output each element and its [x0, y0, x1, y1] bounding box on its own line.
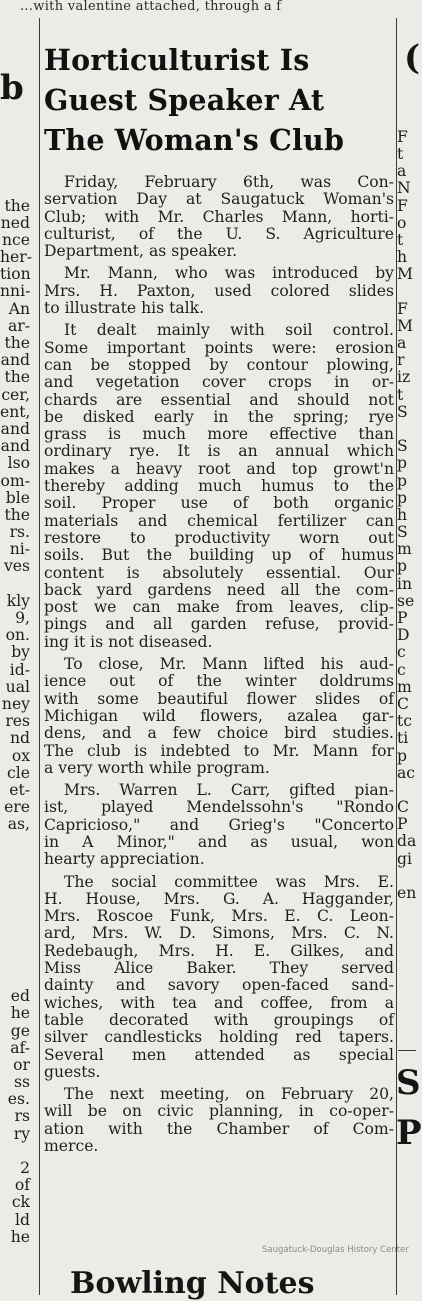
article-headline: [44, 40, 394, 160]
column-fragment-line: or: [13, 1055, 30, 1074]
article-line: a very worth while program.: [44, 758, 270, 777]
column-fragment-line: ent,: [0, 402, 31, 421]
column-fragment-line: c: [397, 643, 406, 662]
article-line: To close, Mr. Mann lifted his aud-: [64, 655, 394, 674]
column-fragment-line: he: [10, 1227, 30, 1246]
article-line: H. House, Mrs. G. A. Haggander,: [44, 889, 394, 908]
article-line: dainty and savory open-faced sand-: [44, 976, 394, 995]
column-fragment-line: P: [397, 815, 408, 834]
article-line: soils. But the building up of humus: [44, 546, 394, 565]
article-paragraph: [44, 782, 394, 868]
column-fragment-line: P: [397, 609, 408, 627]
article: [44, 40, 394, 1160]
headline-line: Horticulturist Is: [44, 43, 310, 77]
column-fragment-line: [397, 94, 416, 111]
column-fragment-line: ar-: [7, 316, 30, 335]
column-fragment-line: res: [5, 712, 30, 731]
column-fragment-line: a: [397, 162, 407, 181]
column-fragment-line: tion: [0, 265, 31, 284]
article-line: in A Minor," and as usual, won: [44, 832, 394, 851]
column-fragment-line: [0, 868, 30, 885]
column-fragment-line: [397, 283, 416, 300]
column-fragment-line: p: [397, 471, 407, 490]
column-fragment-line: [0, 180, 30, 197]
article-line: dens, and a few choice bird studies.: [44, 724, 394, 743]
column-fragment-line: cle: [7, 763, 30, 782]
column-fragment-line: he: [10, 1004, 30, 1023]
column-fragment-line: ni-: [9, 540, 30, 559]
article-line: Mrs. Roscoe Funk, Mrs. E. C. Leon-: [44, 907, 394, 926]
column-fragment-line: gi: [397, 849, 412, 868]
column-fragment-line: m: [397, 540, 412, 559]
column-fragment-line: iz: [397, 368, 411, 387]
article-line: materials and chemical fertilizer can: [44, 511, 394, 530]
column-fragment-line: and: [0, 351, 30, 370]
column-fragment-line: of: [14, 1176, 30, 1195]
column-fragment-line: nd: [9, 729, 30, 748]
column-fragment-line: C: [397, 694, 409, 713]
article-line: ience out of the winter doldrums: [44, 672, 394, 691]
article-line: guests.: [44, 1062, 101, 1081]
column-fragment-line: rs.: [9, 523, 30, 542]
article-line: Some important points were: erosion: [44, 338, 394, 357]
left-headline-fragment: b: [0, 68, 24, 108]
column-fragment-line: p: [397, 746, 407, 765]
column-fragment-line: id-: [9, 660, 30, 679]
article-line: Friday, February 6th, was Con-: [64, 173, 394, 191]
article-line: makes a heavy root and top growt'n: [44, 459, 394, 478]
article-line: thereby adding much humus to the: [44, 477, 394, 496]
column-fragment-line: the: [4, 334, 30, 352]
column-fragment-line: en: [397, 884, 417, 902]
right-headline-fragment: P: [396, 1113, 422, 1153]
column-fragment-line: by: [11, 643, 30, 662]
column-fragment-line: [397, 112, 416, 129]
article-line: merce.: [44, 1137, 99, 1156]
column-fragment-line: ble: [5, 488, 30, 507]
article-line: Mr. Mann, who was introduced by: [64, 264, 394, 283]
article-line: pings and all garden refuse, provid-: [44, 615, 394, 634]
article-line: chards are essential and should not: [44, 390, 394, 409]
headline-line: Guest Speaker At: [44, 83, 325, 117]
top-strip-text: ...with valentine attached, through a f: [20, 0, 282, 14]
column-fragment-line: [397, 60, 416, 77]
column-fragment-line: [0, 94, 30, 111]
column-fragment-line: [0, 937, 30, 954]
article-line: Mrs. Warren L. Carr, gifted pian-: [64, 781, 394, 800]
column-fragment-line: ld: [15, 1210, 30, 1229]
column-fragment-line: N: [397, 179, 411, 198]
column-fragment-line: h: [397, 505, 408, 524]
column-fragment-line: as,: [7, 815, 30, 834]
column-fragment-line: p: [397, 454, 407, 473]
article-line: soil. Proper use of both organic: [44, 494, 394, 513]
column-fragment-line: the: [4, 196, 30, 215]
column-fragment-line: ual: [5, 677, 30, 696]
article-line: will be on civic planning, in co-oper-: [44, 1102, 394, 1121]
column-fragment-line: [0, 576, 30, 593]
column-fragment-line: ac: [397, 763, 416, 782]
column-fragment-line: da: [397, 832, 417, 851]
column-fragment-line: F: [397, 299, 408, 318]
column-fragment-line: ves: [3, 557, 30, 576]
article-line: table decorated with groupings of: [44, 1010, 394, 1029]
column-fragment-line: ney: [1, 694, 30, 713]
article-line: with some beautiful flower slides of: [44, 689, 394, 708]
column-fragment-line: [0, 60, 30, 77]
column-fragment-line: kly: [6, 591, 30, 610]
article-line: The social committee was Mrs. E.: [64, 872, 394, 891]
column-fragment-line: nce: [1, 230, 30, 249]
column-fragment-line: S: [397, 523, 408, 542]
column-fragment-line: M: [397, 265, 413, 284]
article-body: [44, 174, 394, 1155]
column-fragment-line: [0, 77, 30, 94]
column-fragment-line: [397, 77, 416, 94]
column-fragment-line: cer,: [1, 385, 30, 404]
column-fragment-line: her-: [0, 248, 32, 267]
article-line: back yard gardens need all the com-: [44, 580, 394, 599]
article-paragraph: [44, 874, 394, 1082]
article-line: content is absolutely essential. Our: [44, 563, 394, 582]
article-line: ard, Mrs. W. D. Simons, Mrs. C. N.: [44, 924, 394, 943]
column-fragment-line: F: [397, 127, 408, 146]
column-fragment-line: [397, 782, 416, 799]
article-line: post we can make from leaves, clip-: [44, 598, 394, 617]
column-fragment-line: ss: [13, 1073, 30, 1092]
column-fragment-line: the: [4, 505, 30, 524]
column-fragment-line: nni-: [0, 282, 31, 301]
article-line: It dealt mainly with soil control.: [64, 321, 394, 340]
column-fragment-line: D: [397, 626, 410, 645]
column-fragment-line: et-: [9, 780, 30, 799]
column-fragment-line: [0, 919, 30, 936]
column-fragment-line: ge: [10, 1021, 30, 1040]
column-fragment-line: [397, 421, 416, 438]
article-line: restore to productivity worn out: [44, 528, 394, 547]
column-fragment-line: r: [397, 351, 405, 370]
article-line: ist, played Mendelssohn's "Rondo: [44, 798, 394, 817]
column-fragment-line: [0, 833, 30, 850]
article-line: Mrs. H. Paxton, used colored slides: [44, 281, 394, 300]
column-fragment-line: a: [397, 334, 407, 352]
article-line: ing it is not diseased.: [44, 632, 213, 651]
column-fragment-line: 2: [20, 1159, 30, 1177]
right-column-fragments: [397, 60, 416, 902]
article-line: Several men attended as special: [44, 1045, 394, 1064]
article-line: and vegetation cover crops in or-: [44, 373, 394, 392]
column-fragment-line: C: [397, 798, 409, 817]
column-fragment-line: af-: [10, 1038, 30, 1057]
right-headline-fragment: S: [396, 1063, 421, 1103]
article-line: be disked early in the spring; rye: [44, 407, 394, 426]
column-fragment-line: [0, 885, 30, 902]
article-line: servation Day at Saugatuck Woman's: [44, 190, 394, 209]
column-fragment-line: [0, 851, 30, 868]
article-line: can be stopped by contour plowing,: [44, 355, 394, 374]
article-line: to illustrate his talk.: [44, 299, 205, 318]
column-fragment-line: [0, 129, 30, 146]
column-fragment-line: ere: [4, 798, 30, 817]
column-fragment-line: [0, 163, 30, 180]
column-fragment-line: on.: [5, 626, 30, 645]
column-fragment-line: t: [397, 385, 404, 404]
article-paragraph: [44, 656, 394, 777]
column-fragment-line: ry: [13, 1124, 30, 1143]
column-fragment-line: ti: [397, 729, 409, 748]
column-fragment-line: t: [397, 144, 404, 163]
article-line: ordinary rye. It is an annual which: [44, 442, 394, 461]
column-fragment-line: [0, 146, 30, 163]
column-fragment-line: c: [397, 660, 406, 679]
column-fragment-line: p: [397, 557, 407, 576]
article-paragraph: [44, 1086, 394, 1155]
column-fragment-line: tc: [397, 712, 412, 731]
left-column-fragments: [0, 60, 30, 1246]
column-fragment-line: se: [397, 591, 415, 610]
article-line: Miss Alice Baker. They served: [44, 959, 394, 978]
article-line: Capricioso," and Grieg's "Concerto: [44, 815, 394, 834]
column-fragment-line: p: [397, 488, 407, 507]
article-paragraph: [44, 322, 394, 651]
next-article-headline: Bowling Notes: [70, 1266, 315, 1301]
archive-watermark: Saugatuck-Douglas History Center: [262, 1245, 409, 1255]
column-fragment-line: [0, 112, 30, 129]
column-fragment-line: in: [397, 574, 413, 593]
column-fragment-line: [397, 868, 416, 885]
article-line: grass is much more effective than: [44, 425, 394, 444]
column-fragment-line: o: [397, 213, 407, 232]
article-line: Michigan wild flowers, azalea gar-: [44, 706, 394, 725]
column-fragment-line: [0, 971, 30, 988]
column-fragment-line: lso: [7, 454, 30, 473]
article-line: ation with the Chamber of Com-: [44, 1119, 394, 1138]
right-headline-fragment: (: [404, 38, 421, 78]
column-fragment-line: 9,: [15, 609, 30, 627]
column-fragment-line: rs: [14, 1107, 30, 1126]
article-line: The next meeting, on February 20,: [64, 1085, 394, 1104]
column-fragment-line: S: [397, 402, 408, 421]
article-line: Department, as speaker.: [44, 242, 238, 261]
column-fragment-line: [0, 954, 30, 971]
article-line: Redebaugh, Mrs. H. E. Gilkes, and: [44, 941, 394, 960]
column-fragment-line: ck: [11, 1193, 30, 1212]
article-line: wiches, with tea and coffee, from a: [44, 993, 394, 1012]
article-paragraph: [44, 174, 394, 260]
column-fragment-line: om-: [0, 471, 30, 490]
column-fragment-line: ned: [0, 213, 30, 232]
column-fragment-line: m: [397, 677, 412, 696]
column-fragment-line: [0, 902, 30, 919]
headline-line: The Woman's Club: [44, 123, 345, 157]
right-column-divider: [398, 1050, 416, 1051]
column-fragment-line: S: [397, 437, 408, 456]
column-fragment-line: M: [397, 316, 413, 335]
column-fragment-line: es.: [7, 1090, 30, 1109]
article-line: Club; with Mr. Charles Mann, horti-: [44, 207, 394, 226]
column-fragment-line: F: [397, 196, 408, 215]
column-fragment-line: h: [397, 248, 408, 267]
column-fragment-line: [0, 1143, 30, 1160]
column-fragment-line: and: [0, 419, 30, 438]
left-column-rule: [39, 18, 40, 1295]
article-line: culturist, of the U. S. Agriculture: [44, 224, 394, 243]
column-fragment-line: An: [8, 299, 30, 318]
column-fragment-line: t: [397, 230, 404, 249]
column-fragment-line: and: [0, 437, 30, 456]
article-line: hearty appreciation.: [44, 850, 205, 869]
column-fragment-line: the: [4, 368, 30, 387]
column-fragment-line: ox: [11, 746, 30, 765]
article-paragraph: [44, 265, 394, 317]
column-fragment-line: ed: [10, 987, 30, 1006]
article-line: silver candlesticks holding red tapers.: [44, 1028, 394, 1047]
article-line: The club is indebted to Mr. Mann for: [44, 741, 394, 760]
